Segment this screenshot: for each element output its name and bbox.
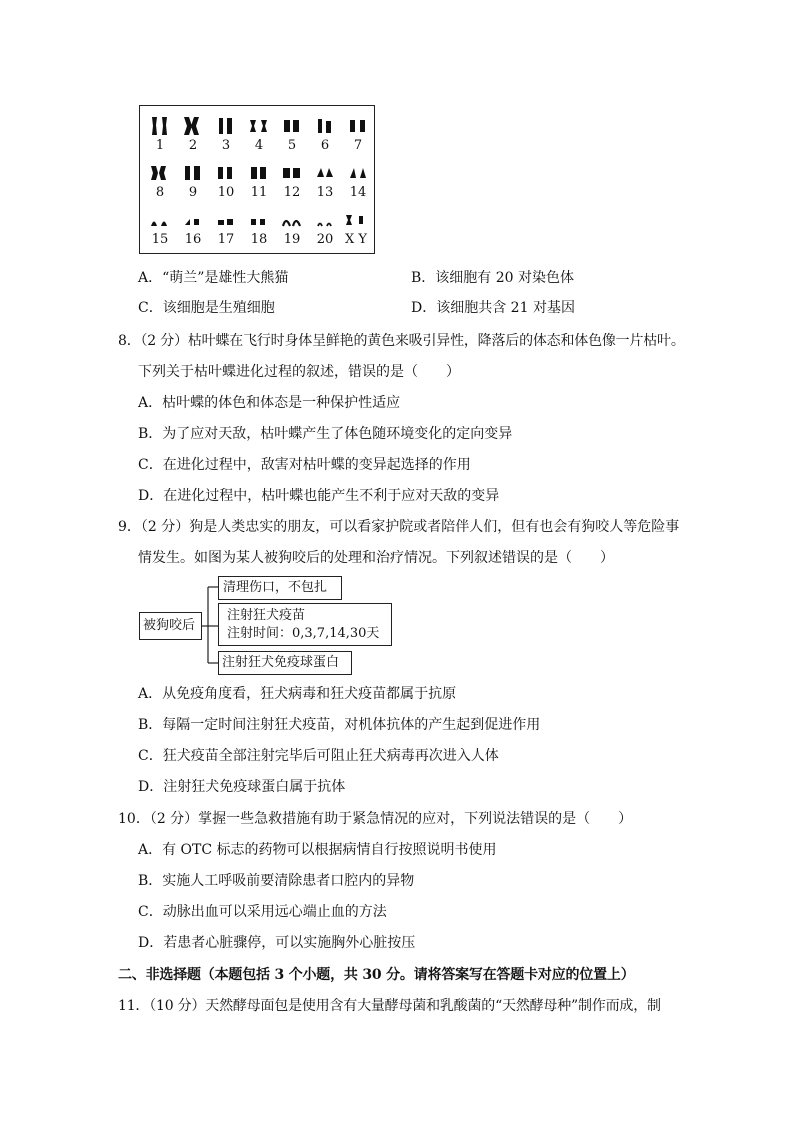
chromosome-label: 20 — [316, 232, 334, 247]
chromosome-label: 14 — [349, 185, 367, 200]
chromosome-label: 18 — [250, 232, 268, 247]
q9-stem-line-1: 9．（2 分）狗是人类忠实的朋友，可以看家护院或者陪伴人们，但有也会有狗咬人等危险事 — [118, 519, 680, 535]
chromosome-pair-18 — [245, 210, 273, 248]
chromosome-pair-2 — [179, 116, 207, 154]
flow-branch-clean-wound: 清理伤口，不包扎 — [218, 576, 342, 600]
chromosome-pair-12 — [278, 163, 306, 201]
chromosome-pair-10 — [212, 163, 240, 201]
chromosome-label: X Y — [345, 232, 367, 247]
chromosome-pair-3 — [212, 116, 240, 154]
q11-stem-line-1: 11．（10 分）天然酵母面包是使用含有大量酵母菌和乳酸菌的“天然酵母种”制作而成，制 — [118, 998, 661, 1014]
karyotype-row-3 — [140, 210, 374, 254]
chromosome-label: 19 — [283, 232, 301, 247]
chromosome-pair-9 — [179, 163, 207, 201]
chromosome-label: 12 — [283, 185, 301, 200]
karyotype-figure — [139, 105, 375, 254]
chromosome-pair-15 — [146, 210, 174, 248]
chromosome-pair-14 — [344, 163, 372, 201]
karyotype-row-1 — [140, 116, 374, 160]
q8-option-b: B．为了应对天敌，枯叶蝶产生了体色随环境变化的定向变异 — [138, 426, 513, 442]
karyotype-row-2 — [140, 163, 374, 207]
q9-stem-line-2: 情发生。如图为某人被狗咬后的处理和治疗情况。下列叙述错误的是（ ） — [138, 550, 614, 566]
q8-stem-line-2: 下列关于枯叶蝶进化过程的叙述，错误的是（ ） — [138, 364, 460, 380]
chromosome-label: 7 — [353, 138, 363, 153]
flow-branch-vaccine-box — [218, 603, 392, 646]
chromosome-label: 4 — [254, 138, 264, 153]
chromosome-pair-13 — [311, 163, 339, 201]
q7-option-c: C．该细胞是生殖细胞 — [138, 300, 275, 316]
q10-option-b: B．实施人工呼吸前要清除患者口腔内的异物 — [138, 873, 415, 889]
section-2-heading: 二、非选择题（本题包括 3 个小题，共 30 分。请将答案写在答题卡对应的位置上） — [118, 967, 635, 983]
q9-option-d: D．注射狂犬免疫球蛋白属于抗体 — [138, 779, 346, 795]
q8-option-d: D．在进化过程中，枯叶蝶也能产生不利于应对天敌的变异 — [138, 488, 500, 504]
q7-option-a: A．“萌兰”是雄性大熊猫 — [138, 270, 289, 286]
chromosome-pair-20 — [311, 210, 339, 248]
chromosome-label: 1 — [155, 138, 165, 153]
q10-option-a: A．有 OTC 标志的药物可以根据病情自行按照说明书使用 — [138, 842, 497, 858]
q8-option-a: A．枯叶蝶的体色和体态是一种保护性适应 — [138, 395, 401, 411]
chromosome-label: 10 — [217, 185, 235, 200]
q7-option-d: D．该细胞共含 21 对基因 — [411, 300, 575, 316]
q10-option-c: C．动脉出血可以采用远心端止血的方法 — [138, 904, 387, 920]
chromosome-label: 15 — [151, 232, 169, 247]
q8-stem-line-1: 8．（2 分）枯叶蝶在飞行时身体呈鲜艳的黄色来吸引异性，降落后的体态和体色像一片枯叶。 — [118, 333, 685, 349]
chromosome-label: 17 — [217, 232, 235, 247]
chromosome-label: 11 — [250, 185, 268, 200]
flow-vaccine-label: 注射狂犬疫苗 — [227, 608, 306, 623]
chromosome-label: 2 — [188, 138, 198, 153]
sex-chromosomes-xy — [339, 210, 373, 248]
chromosome-label: 6 — [320, 138, 330, 153]
chromosome-pair-6 — [311, 116, 339, 154]
q9-option-b: B．每隔一定时间注射狂犬疫苗，对机体抗体的产生起到促进作用 — [138, 717, 541, 733]
chromosome-pair-11 — [245, 163, 273, 201]
q7-option-b: B．该细胞有 20 对染色体 — [411, 270, 575, 286]
chromosome-pair-1 — [146, 116, 174, 154]
chromosome-label: 13 — [316, 185, 334, 200]
q9-option-c: C．狂犬疫苗全部注射完毕后可阻止狂犬病毒再次进入人体 — [138, 748, 499, 764]
chromosome-pair-19 — [278, 210, 306, 248]
q9-option-a: A．从免疫角度看，狂犬病毒和狂犬疫苗都属于抗原 — [138, 686, 457, 702]
chromosome-label: 3 — [221, 138, 231, 153]
flow-vaccine-schedule: 注射时间：0,3,7,14,30天 — [227, 626, 380, 641]
q10-option-d: D．若患者心脏骤停，可以实施胸外心脏按压 — [138, 935, 416, 951]
chromosome-pair-7 — [344, 116, 372, 154]
chromosome-pair-5 — [278, 116, 306, 154]
q8-option-c: C．在进化过程中，敌害对枯叶蝶的变异起选择的作用 — [138, 457, 471, 473]
chromosome-label: 5 — [287, 138, 297, 153]
chromosome-label: 16 — [184, 232, 202, 247]
chromosome-pair-8 — [146, 163, 174, 201]
q10-stem: 10．（2 分）掌握一些急救措施有助于紧急情况的应对，下列说法错误的是（ ） — [118, 811, 633, 827]
chromosome-label: 8 — [155, 185, 165, 200]
chromosome-pair-4 — [245, 116, 273, 154]
flow-branch-immunoglobulin: 注射狂犬免疫球蛋白 — [218, 651, 352, 675]
chromosome-pair-16 — [179, 210, 207, 248]
chromosome-label: 9 — [188, 185, 198, 200]
chromosome-pair-17 — [212, 210, 240, 248]
flow-root-box: 被狗咬后 — [139, 612, 202, 640]
